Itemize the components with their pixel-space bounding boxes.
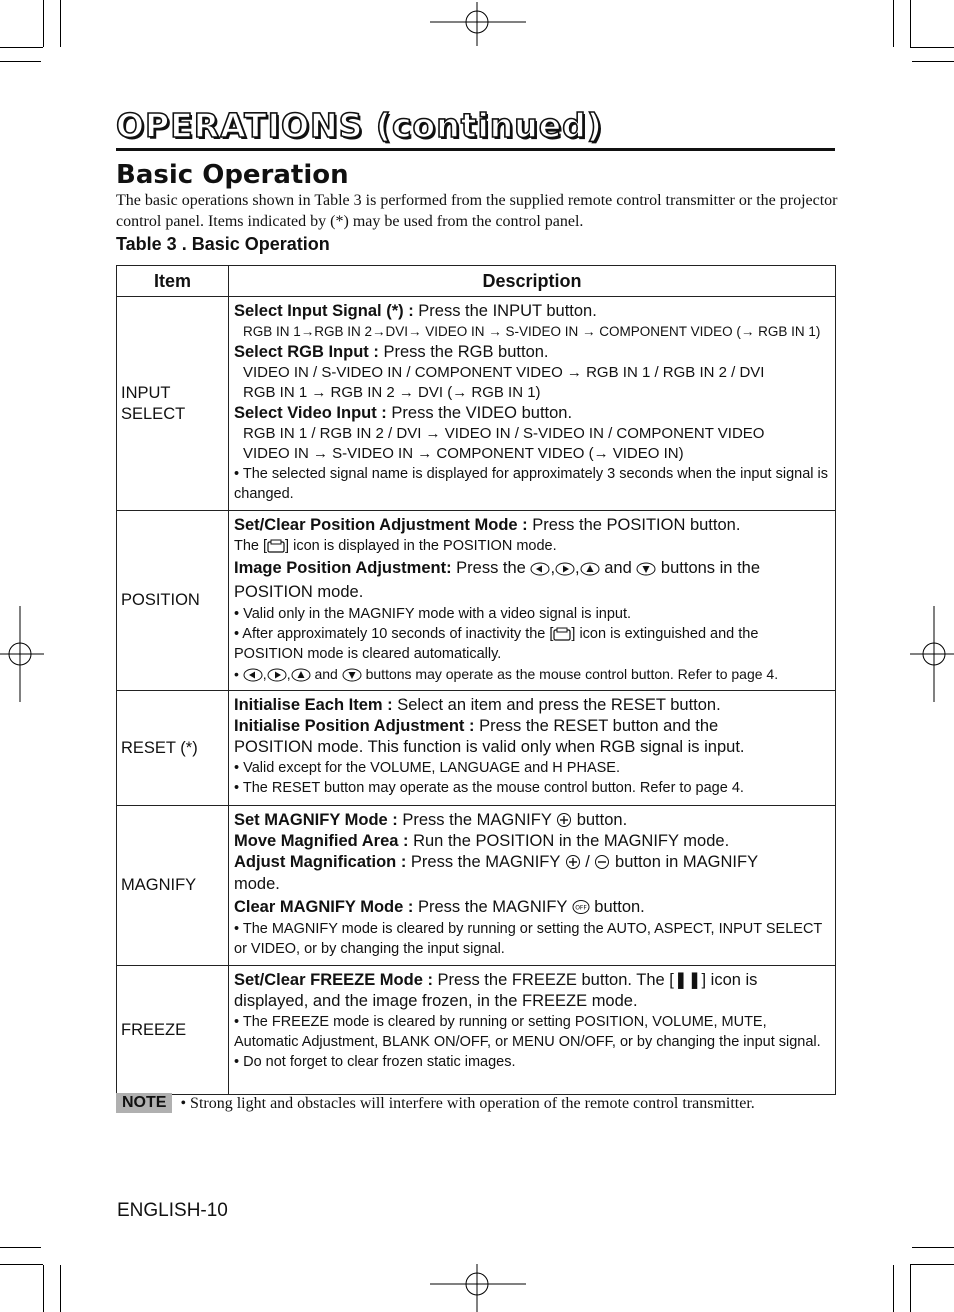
input-sequence: VIDEO IN → S-VIDEO IN → COMPONENT VIDEO (→ VIDEO IN) (243, 445, 684, 462)
input-sequence: RGB IN 1 / RGB IN 2 / DVI → VIDEO IN / S-VIDEO IN / COMPONENT VIDEO (243, 425, 765, 442)
crop-mark (893, 1265, 894, 1312)
term: Select RGB Input : (234, 343, 384, 361)
item-cell-input-select (117, 297, 229, 511)
description-text: Press the MAGNIFY (417, 898, 572, 916)
item-label: INPUT (121, 383, 171, 402)
item-cell-position: POSITION (117, 511, 229, 691)
crop-mark (910, 0, 911, 47)
conjunction: and (599, 559, 637, 577)
crop-mark (0, 1247, 41, 1248)
left-arrow-button-icon (243, 668, 263, 682)
table-header-row (117, 266, 836, 297)
up-arrow-button-icon (291, 668, 311, 682)
description-cell-magnify (229, 806, 836, 966)
term: Image Position Adjustment: (234, 559, 457, 577)
description-text: The [ (234, 538, 268, 554)
description-text: Press the (456, 559, 531, 577)
term: Set MAGNIFY Mode : (234, 811, 403, 829)
description-text: Press the FREEZE button. The [❚❚] icon is displayed, and the image frozen, in the FREEZE mode. (234, 971, 758, 1010)
separator: , (550, 559, 556, 577)
crop-mark (60, 0, 61, 47)
magnify-minus-icon (594, 854, 610, 870)
registration-mark-right (910, 606, 954, 702)
note-text: • Strong light and obstacles will interfere with operation of the remote control transmitter. (180, 1095, 755, 1112)
description-cell-reset (229, 691, 836, 806)
term: Initialise Each Item : (234, 696, 398, 714)
crop-mark (0, 47, 43, 48)
column-header-item: Item (117, 266, 229, 297)
bullet-note: POSITION mode is cleared automatically. (234, 646, 502, 662)
description-text: button in MAGNIFY (610, 853, 759, 871)
term: Move Magnified Area : (234, 832, 414, 850)
table-caption: Table 3 . Basic Operation (116, 234, 330, 254)
crop-mark (893, 0, 894, 47)
bullet: • (234, 666, 239, 682)
registration-mark-bottom (430, 1264, 526, 1312)
bullet-note: • The FREEZE mode is cleared by running or setting POSITION, VOLUME, MUTE, Automatic Adjustment, BLANK ON/OFF, or MENU ON/OFF, or by changing the input signal. (234, 1014, 821, 1050)
input-sequence: RGB IN 1 → RGB IN 2 → DVI (→ RGB IN 1) (243, 384, 541, 401)
description-text: Press the VIDEO button. (391, 404, 573, 422)
table-row (117, 691, 836, 806)
term: Adjust Magnification : (234, 853, 411, 871)
description-text: POSITION mode. This function is valid only when RGB signal is input. (234, 738, 745, 756)
crop-mark (0, 1264, 43, 1265)
description-text: Press the MAGNIFY (410, 853, 565, 871)
term: Initialise Position Adjustment : (234, 717, 480, 735)
bullet-note: • The MAGNIFY mode is cleared by running or setting the AUTO, ASPECT, INPUT SELECT or VIDEO, or by changing the input signal. (234, 921, 823, 957)
bullet-note: • Valid only in the MAGNIFY mode with a video signal is input. (234, 606, 632, 622)
page-title: OPERATIONS (continued) (116, 106, 603, 145)
description-text: Press the INPUT button. (418, 302, 597, 320)
separator: , (262, 666, 267, 682)
description-cell-position (229, 511, 836, 691)
description-text: Press the MAGNIFY (402, 811, 557, 829)
magnify-on-icon (565, 854, 581, 870)
crop-mark (910, 1265, 911, 1312)
magnify-off-label: OFF (574, 904, 587, 912)
input-sequence: RGB IN 1→RGB IN 2→DVI→ VIDEO IN → S-VIDEO IN → COMPONENT VIDEO (→ RGB IN 1) (243, 324, 821, 339)
down-arrow-button-icon (636, 562, 656, 576)
page-number: ENGLISH-10 (117, 1200, 228, 1221)
description-text: Press the RGB button. (383, 343, 549, 361)
section-heading: Basic Operation (116, 160, 349, 190)
description-text: Press the POSITION button. (532, 516, 741, 534)
table-row (117, 511, 836, 691)
bullet-note: • The selected signal name is displayed for approximately 3 seconds when the input signal is changed. (234, 466, 829, 502)
right-arrow-button-icon (267, 668, 287, 682)
term-suffix: (*) : (381, 302, 419, 320)
crop-mark (0, 61, 41, 62)
description-text: POSITION mode. (234, 583, 364, 601)
crop-mark (912, 1247, 954, 1248)
crop-mark (912, 61, 954, 62)
separator: , (575, 559, 580, 577)
title-rule (116, 148, 835, 151)
table-row (117, 966, 836, 1095)
separator: , (286, 666, 291, 682)
table-row (117, 806, 836, 966)
input-sequence: VIDEO IN / S-VIDEO IN / COMPONENT VIDEO → RGB IN 1 / RGB IN 2 / DVI (243, 364, 765, 381)
note-badge: NOTE (116, 1093, 172, 1113)
term: Select Input Signal (234, 302, 382, 320)
left-arrow-button-icon (530, 562, 550, 576)
item-cell-reset: RESET (*) (117, 691, 229, 806)
registration-mark-top (430, 2, 526, 46)
description-text: Select an item and press the RESET button. (397, 696, 721, 714)
magnify-off-icon (572, 899, 590, 915)
position-mode-icon (267, 539, 285, 553)
description-cell-input-select (229, 297, 836, 511)
description-text: ] icon is displayed in the POSITION mode. (285, 538, 557, 554)
term: Set/Clear FREEZE Mode : (234, 971, 438, 989)
separator: / (580, 853, 595, 871)
right-arrow-button-icon (555, 562, 575, 576)
bullet-note: buttons may operate as the mouse control button. Refer to page 4. (361, 666, 779, 682)
column-header-description: Description (229, 266, 836, 297)
crop-mark (910, 47, 954, 48)
position-mode-icon (553, 627, 571, 641)
description-text: button. (589, 898, 645, 916)
registration-mark-left (0, 606, 44, 702)
description-text: Run the POSITION in the MAGNIFY mode. (413, 832, 730, 850)
crop-mark (43, 0, 44, 47)
note (116, 1093, 755, 1113)
term: Select Video Input : (234, 404, 392, 422)
basic-operation-table (116, 265, 836, 1095)
conjunction: and (310, 666, 342, 682)
bullet-note: • The RESET button may operate as the mouse control button. Refer to page 4. (234, 780, 744, 796)
description-cell-freeze (229, 966, 836, 1095)
bullet-note: • After approximately 10 seconds of inactivity the [ (234, 626, 554, 642)
description-text: buttons in the (656, 559, 761, 577)
crop-mark (60, 1265, 61, 1312)
description-text: Press the RESET button and the (479, 717, 719, 735)
term: Set/Clear Position Adjustment Mode : (234, 516, 533, 534)
up-arrow-button-icon (580, 562, 600, 576)
description-text: mode. (234, 875, 280, 893)
item-cell-freeze: FREEZE (117, 966, 229, 1095)
description-text: button. (572, 811, 628, 829)
crop-mark (910, 1264, 954, 1265)
bullet-note: ] icon is extinguished and the (571, 626, 759, 642)
term: Clear MAGNIFY Mode : (234, 898, 418, 916)
bullet-note: • Do not forget to clear frozen static images. (234, 1054, 516, 1070)
item-cell-magnify: MAGNIFY (117, 806, 229, 966)
item-label: SELECT (121, 404, 186, 423)
table-row (117, 297, 836, 511)
intro-paragraph: The basic operations shown in Table 3 is performed from the supplied remote control transmitter or the projector control panel. Items indicated by (*) may be used from the control panel. (116, 192, 838, 230)
magnify-on-icon (556, 812, 572, 828)
down-arrow-button-icon (342, 668, 362, 682)
bullet-note: • Valid except for the VOLUME, LANGUAGE and H PHASE. (234, 760, 620, 776)
crop-mark (43, 1265, 44, 1312)
